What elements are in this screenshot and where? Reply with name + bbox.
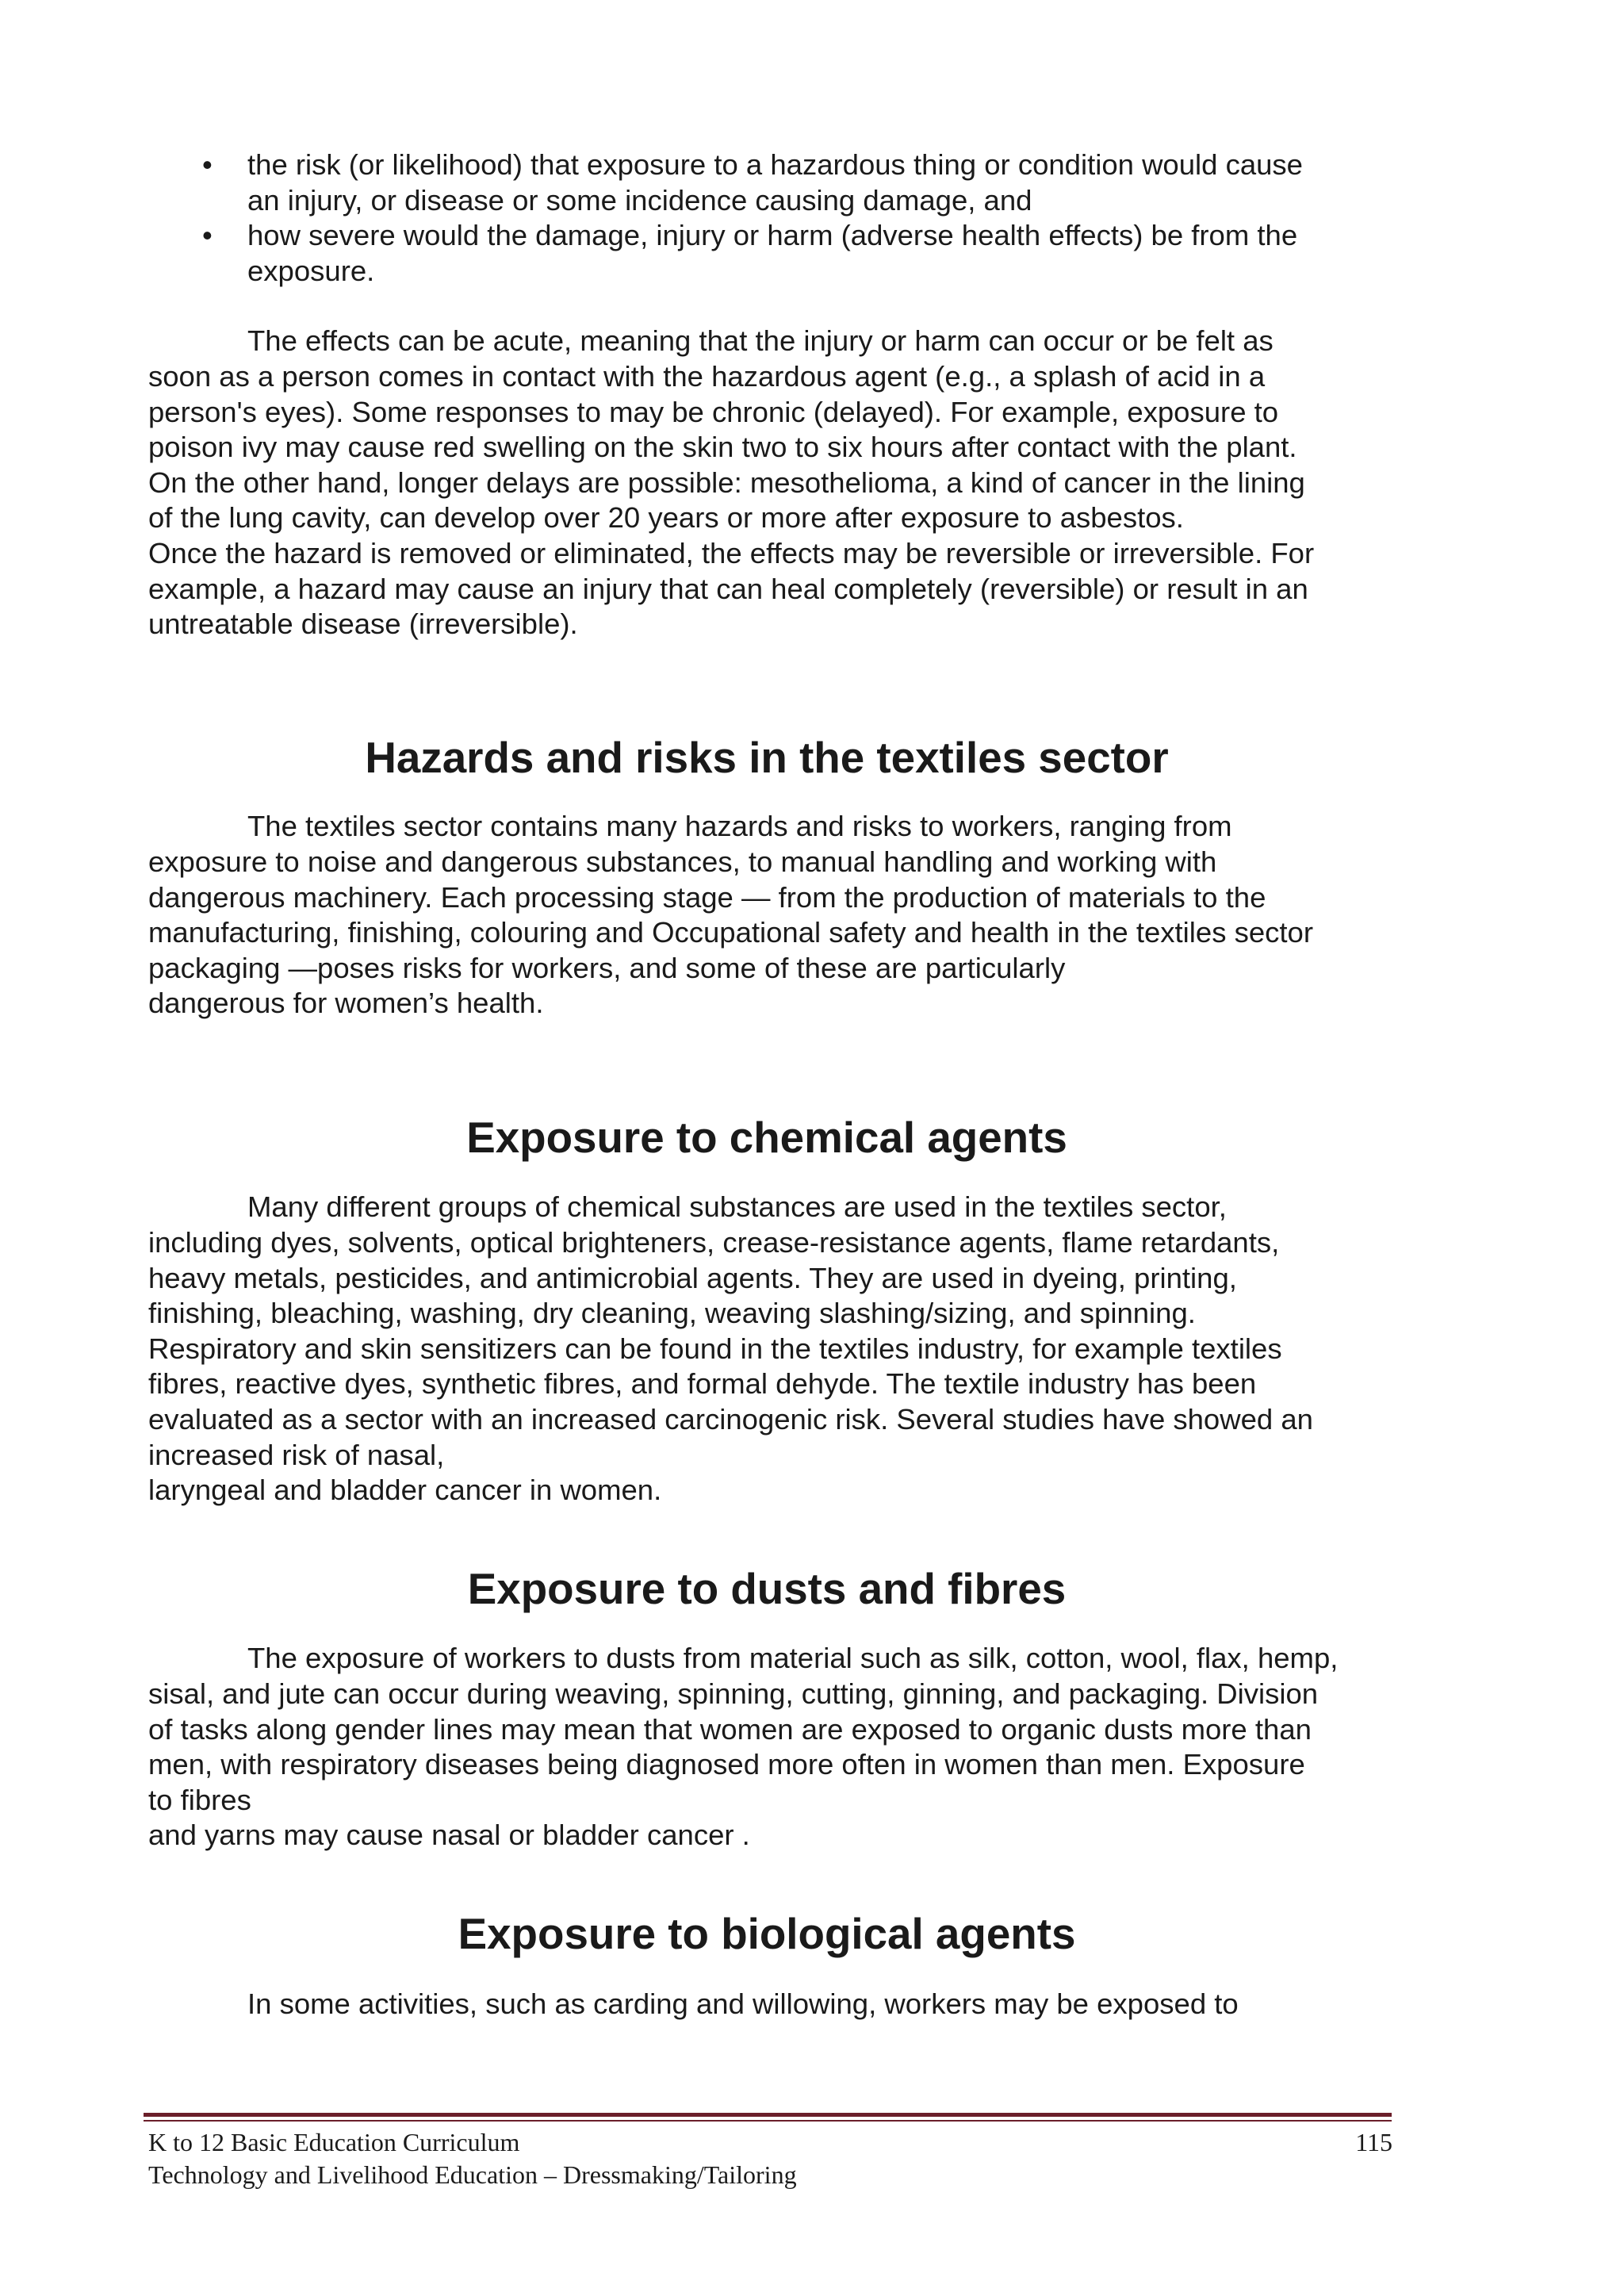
text-line: untreatable disease (irreversible). [148,608,578,641]
text-line: poison ivy may cause red swelling on the skin two to six hours after contact with the plant. [148,431,1297,464]
footer-rule-thick [144,2113,1392,2117]
spacer [148,1508,1385,1571]
paragraph-chemical-agents [148,1190,1385,1508]
page-body [148,148,1385,2022]
text-line: men, with respiratory diseases being diagnosed more often in women than men. Exposure [148,1748,1305,1781]
text-line: dangerous machinery. Each processing stage — from the production of materials to the [148,880,1266,914]
paragraph-effects [148,324,1385,642]
paragraph-biological-agents [148,1987,1385,2022]
text-line: The effects can be acute, meaning that the injury or harm can occur or be felt as [247,324,1274,358]
footer-subject: Technology and Livelihood Education – Dressmaking/Tailoring [148,2160,797,2189]
text-line: fibres, reactive dyes, synthetic fibres, and formal dehyde. The textile industry has been [148,1367,1257,1401]
bullet-item-severity [148,218,1385,289]
text-line: exposure to noise and dangerous substances, to manual handling and working with [148,845,1217,878]
heading-biological-agents: Exposure to biological agents [458,1908,1076,1958]
spacer [148,1853,1385,1916]
text-line: heavy metals, pesticides, and antimicrobial agents. They are used in dyeing, printing, [148,1261,1237,1294]
text-line: packaging —poses risks for workers, and some of these are particularly [148,951,1066,984]
bullet-item-risk [148,148,1385,218]
bullet-dot-icon: • [202,219,213,252]
spacer [148,289,1385,324]
bullet-dot-icon: • [202,148,213,181]
text-line: Many different groups of chemical substances are used in the textiles sector, [247,1190,1227,1224]
text-line: finishing, bleaching, washing, dry cleaning, weaving slashing/sizing, and spinning. [148,1297,1196,1330]
bullet-list [148,148,1385,289]
text-line: laryngeal and bladder cancer in women. [148,1474,662,1507]
page-number: 115 [1355,2128,1392,2156]
text-line: to fibres [148,1783,251,1816]
text-line: example, a hazard may cause an injury that can heal completely (reversible) or result in an [148,572,1308,605]
footer-curriculum: K to 12 Basic Education Curriculum [148,2128,520,2156]
text-line: In some activities, such as carding and willowing, workers may be exposed to [247,1987,1239,2020]
text-line: person's eyes). Some responses to may be chronic (delayed). For example, exposure to [148,395,1279,428]
text-line: an injury, or disease or some incidence causing damage, and [247,183,1032,217]
text-line: Once the hazard is removed or eliminated, the effects may be reversible or irreversible. For [148,536,1315,569]
text-line: and yarns may cause nasal or bladder cancer . [148,1819,750,1852]
text-line: The textiles sector contains many hazards and risks to workers, ranging from [247,810,1232,843]
text-line: including dyes, solvents, optical brighteners, crease-resistance agents, flame retardants, [148,1226,1280,1259]
text-line: how severe would the damage, injury or harm (adverse health effects) be from the [247,219,1298,252]
heading-chemical-agents: Exposure to chemical agents [466,1112,1067,1162]
text-line: evaluated as a sector with an increased carcinogenic risk. Several studies have showed an [148,1403,1313,1436]
text-line: of the lung cavity, can develop over 20 years or more after exposure to asbestos. [148,501,1184,535]
paragraph-dusts-fibres [148,1641,1385,1853]
text-line: sisal, and jute can occur during weaving, spinning, cutting, ginning, and packaging. Division [148,1677,1319,1710]
text-line: soon as a person comes in contact with the hazardous agent (e.g., a splash of acid in a [148,359,1266,393]
footer-rule-thin [144,2120,1392,2122]
text-line: increased risk of nasal, [148,1438,445,1471]
paragraph-textiles-sector [148,809,1385,1022]
text-line: On the other hand, longer delays are possible: mesothelioma, a kind of cancer in the lining [148,466,1305,499]
text-line: the risk (or likelihood) that exposure to a hazardous thing or condition would cause [247,148,1303,181]
text-line: The exposure of workers to dusts from material such as silk, cotton, wool, flax, hemp, [247,1642,1339,1675]
spacer [148,1022,1385,1120]
spacer [148,642,1385,740]
heading-dusts-fibres: Exposure to dusts and fibres [467,1563,1067,1613]
text-line: Respiratory and skin sensitizers can be found in the textiles industry, for example textiles [148,1332,1282,1365]
text-line: exposure. [247,254,375,287]
text-line: manufacturing, finishing, colouring and Occupational safety and health in the textiles sector [148,916,1313,949]
text-line: of tasks along gender lines may mean that women are exposed to organic dusts more than [148,1712,1312,1746]
heading-textiles-sector: Hazards and risks in the textiles sector [365,732,1169,782]
text-line: dangerous for women’s health. [148,987,544,1020]
